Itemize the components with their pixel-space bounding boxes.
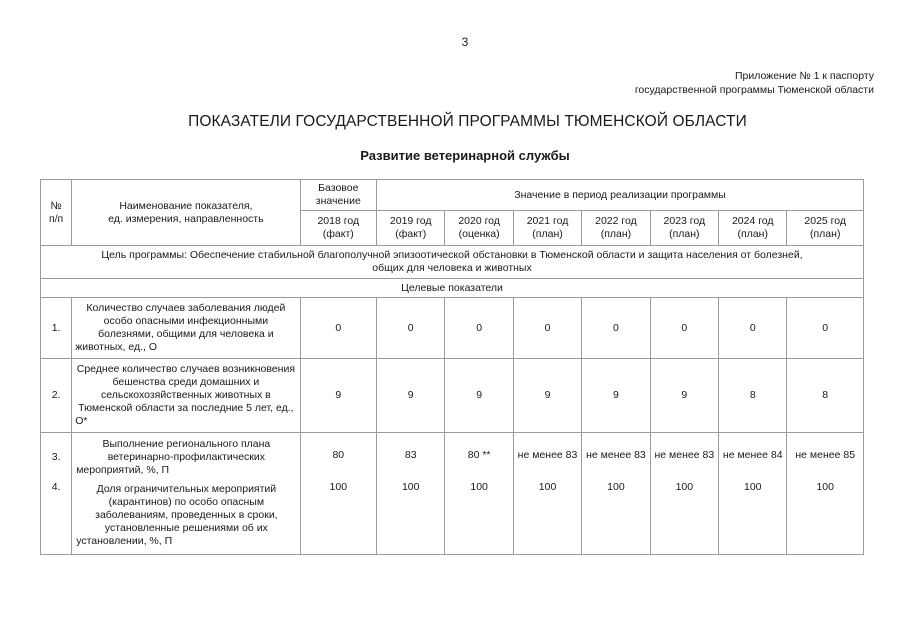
section-row [41, 279, 864, 298]
header-num-line-1: № [50, 199, 62, 212]
value-cell: 9 [300, 359, 376, 433]
value-cell: 0 [445, 298, 513, 359]
value-cell: 83 100 [377, 433, 445, 555]
value-cell: 0 [377, 298, 445, 359]
page-title: ПОКАЗАТЕЛИ ГОСУДАРСТВЕННОЙ ПРОГРАММЫ ТЮМЕНСКОЙ ОБЛАСТИ [188, 113, 747, 130]
page-subtitle: Развитие ветеринарной службы [360, 148, 570, 163]
header-year-2018: 2018 год (факт) [300, 211, 376, 246]
value-cell: 80 100 [300, 433, 376, 555]
indicator-name: Доля ограничительных мероприятий (карантинов) по особо опасным заболеваниям, проведенных в сроки, установленные решениями об их установлении, %, П [76, 482, 278, 547]
header-num-line-2: п/п [48, 212, 64, 225]
row-number: 3. [51, 451, 61, 463]
header-num [41, 180, 72, 246]
program-goal [41, 246, 864, 279]
value-cell: не менее 83 100 [650, 433, 718, 555]
appendix-line-1: Приложение № 1 к паспорту [734, 70, 874, 82]
table-row [41, 359, 864, 433]
row-number: 1. [41, 298, 72, 359]
indicators-table [40, 179, 864, 555]
header-year-2022: 2022 год (план) [582, 211, 650, 246]
table-row-group [41, 433, 864, 555]
header-year-2024: 2024 год (план) [719, 211, 787, 246]
value-cell: 0 [719, 298, 787, 359]
header-base [300, 180, 376, 211]
header-base-line-2: значение [315, 195, 361, 207]
page-number: 3 [461, 35, 469, 49]
value-cell: 0 [582, 298, 650, 359]
header-year-2020: 2020 год (оценка) [445, 211, 513, 246]
value-cell: 80 ** 100 [445, 433, 513, 555]
row-number: 2. [41, 359, 72, 433]
program-goal-line-2: общих для человека и животных [372, 262, 532, 274]
row-number: 4. [51, 481, 61, 493]
value-cell: не менее 84 100 [719, 433, 787, 555]
appendix-note [635, 69, 874, 97]
header-year-2023: 2023 год (план) [650, 211, 718, 246]
header-name-line-2: ед. измерения, направленность [108, 212, 264, 225]
value-cell: 0 [787, 298, 864, 359]
value-cell: не менее 85 100 [787, 433, 864, 555]
value-cell: 8 [787, 359, 864, 433]
indicator-name: Выполнение регионального плана ветеринарно-профилактических мероприятий, %, П [76, 437, 271, 476]
value-cell: 9 [650, 359, 718, 433]
indicator-name-cell [72, 433, 300, 555]
table-row [41, 298, 864, 359]
header-name [72, 180, 300, 246]
program-goal-line-1: Цель программы: Обеспечение стабильной благополучной эпизоотической обстановки в Тюменской области и защита населения от болезней, [101, 249, 803, 261]
section-title: Целевые показатели [41, 279, 864, 298]
value-cell: 0 [300, 298, 376, 359]
value-cell: не менее 83 100 [513, 433, 581, 555]
value-cell: не менее 83 100 [582, 433, 650, 555]
header-period: Значение в период реализации программы [377, 180, 864, 211]
header-base-line-1: Базовое [318, 182, 359, 194]
indicator-name: Количество случаев заболевания людей особо опасными инфекционными болезнями, общими для человека и животных, ед., О [72, 298, 300, 359]
header-year-2021: 2021 год (план) [513, 211, 581, 246]
header-name-line-1: Наименование показателя, [119, 199, 253, 212]
header-year-2025: 2025 год (план) [787, 211, 864, 246]
value-cell: 8 [719, 359, 787, 433]
value-cell: 0 [513, 298, 581, 359]
header-year-2019: 2019 год (факт) [377, 211, 445, 246]
goal-row [41, 246, 864, 279]
appendix-line-2: государственной программы Тюменской области [634, 84, 874, 96]
row-number-cell [41, 433, 72, 555]
header-row-1 [41, 180, 864, 211]
value-cell: 9 [582, 359, 650, 433]
value-cell: 0 [650, 298, 718, 359]
value-cell: 9 [445, 359, 513, 433]
value-cell: 9 [377, 359, 445, 433]
indicator-name: Среднее количество случаев возникновения бешенства среди домашних и сельскохозяйственных животных в Тюменской области за последние 5 лет, ед., О* [72, 359, 300, 433]
value-cell: 9 [513, 359, 581, 433]
